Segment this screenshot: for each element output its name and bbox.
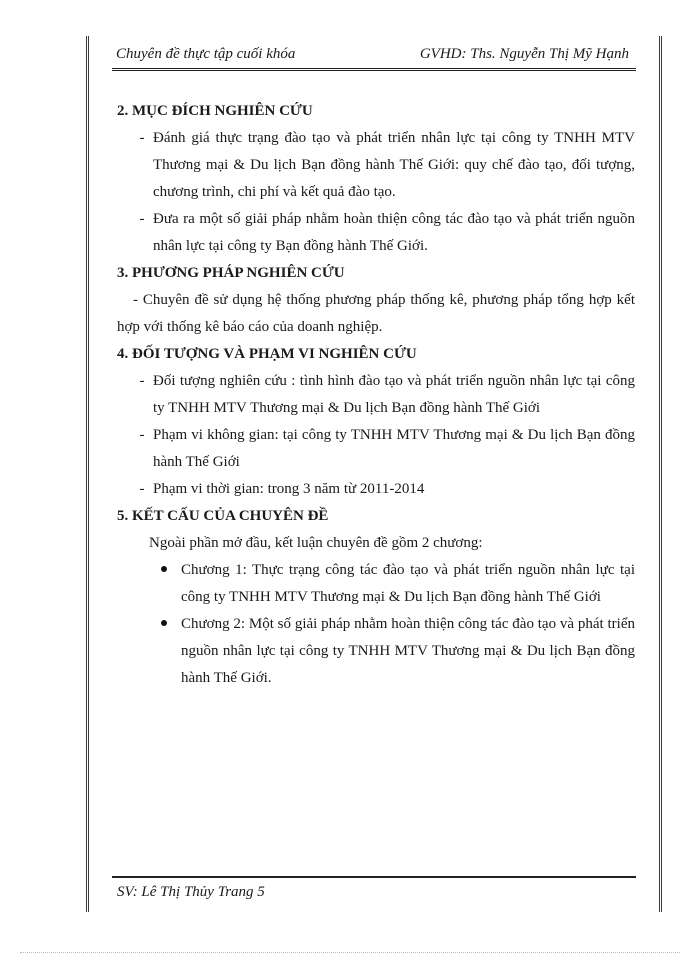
page-header [110,40,635,68]
bullet-icon [117,611,181,692]
dash-marker: - [139,481,145,497]
list-item [117,557,635,611]
list-item-text: Đưa ra một số giải pháp nhằm hoàn thiện công tác đào tạo và phát triển nguồn nhân lực tại công ty Bạn đồng hành Thế Giới. [153,211,635,254]
header-supervisor: GVHD: Ths. Nguyễn Thị Mỹ Hạnh [419,46,629,62]
dash-marker: - [139,373,145,389]
list-item [117,476,635,503]
page-break-line [20,952,680,953]
heading-scope: 4. ĐỐI TƯỢNG VÀ PHẠM VI NGHIÊN CỨU [117,346,417,362]
structure-intro: Ngoài phần mở đầu, kết luận chuyên đề gồm 2 chương: [149,535,483,551]
footer-divider [112,876,636,878]
list-item-text: Đánh giá thực trạng đào tạo và phát triển nhân lực tại công ty TNHH MTV Thương mại & Du lịch Bạn đồng hành Thế Giới: quy chế đào tạo, đối tượng, chương trình, chi phí và kết quả đào tạo. [153,130,635,200]
list-item [117,206,635,260]
list-item [117,611,635,692]
dash-marker: - [139,130,145,146]
list-item [117,422,635,476]
header-course-title: Chuyên đề thực tập cuối khóa [116,46,296,62]
header-divider [112,68,636,74]
list-item [117,368,635,422]
list-item-text: Chương 1: Thực trạng công tác đào tạo và phát triển nguồn nhân lực tại công ty TNHH MTV Thương mại & Du lịch Bạn đồng hành Thế Giới [181,562,635,605]
heading-structure: 5. KẾT CẤU CỦA CHUYÊN ĐỀ [117,508,329,524]
list-item-text: Chương 2: Một số giải pháp nhằm hoàn thiện công tác đào tạo và phát triển nguồn nhân lực tại công ty TNHH MTV Thương mại & Du lịch Bạn đồng hành Thế Giới. [181,616,635,686]
method-paragraph: - Chuyên đề sử dụng hệ thống phương pháp thống kê, phương pháp tổng hợp kết hợp với thống kê báo cáo của doanh nghiệp. [117,292,635,335]
heading-research-method: 3. PHƯƠNG PHÁP NGHIÊN CỨU [117,265,345,281]
list-item-text: Phạm vi không gian: tại công ty TNHH MTV Thương mại & Du lịch Bạn đồng hành Thế Giới [153,427,635,470]
list-item [117,125,635,206]
bullet-icon [117,557,181,611]
dash-marker: - [139,211,145,227]
list-item-text: Phạm vi thời gian: trong 3 năm từ 2011-2014 [153,481,425,497]
dash-marker: - [139,427,145,443]
heading-research-purpose: 2. MỤC ĐÍCH NGHIÊN CỨU [117,103,313,119]
document-body [117,98,635,692]
page-footer: SV: Lê Thị Thủy Trang 5 [117,884,265,900]
list-item-text: Đối tượng nghiên cứu : tình hình đào tạo và phát triển nguồn nhân lực tại công ty TNHH MTV Thương mại & Du lịch Bạn đồng hành Thế Giới [153,373,635,416]
